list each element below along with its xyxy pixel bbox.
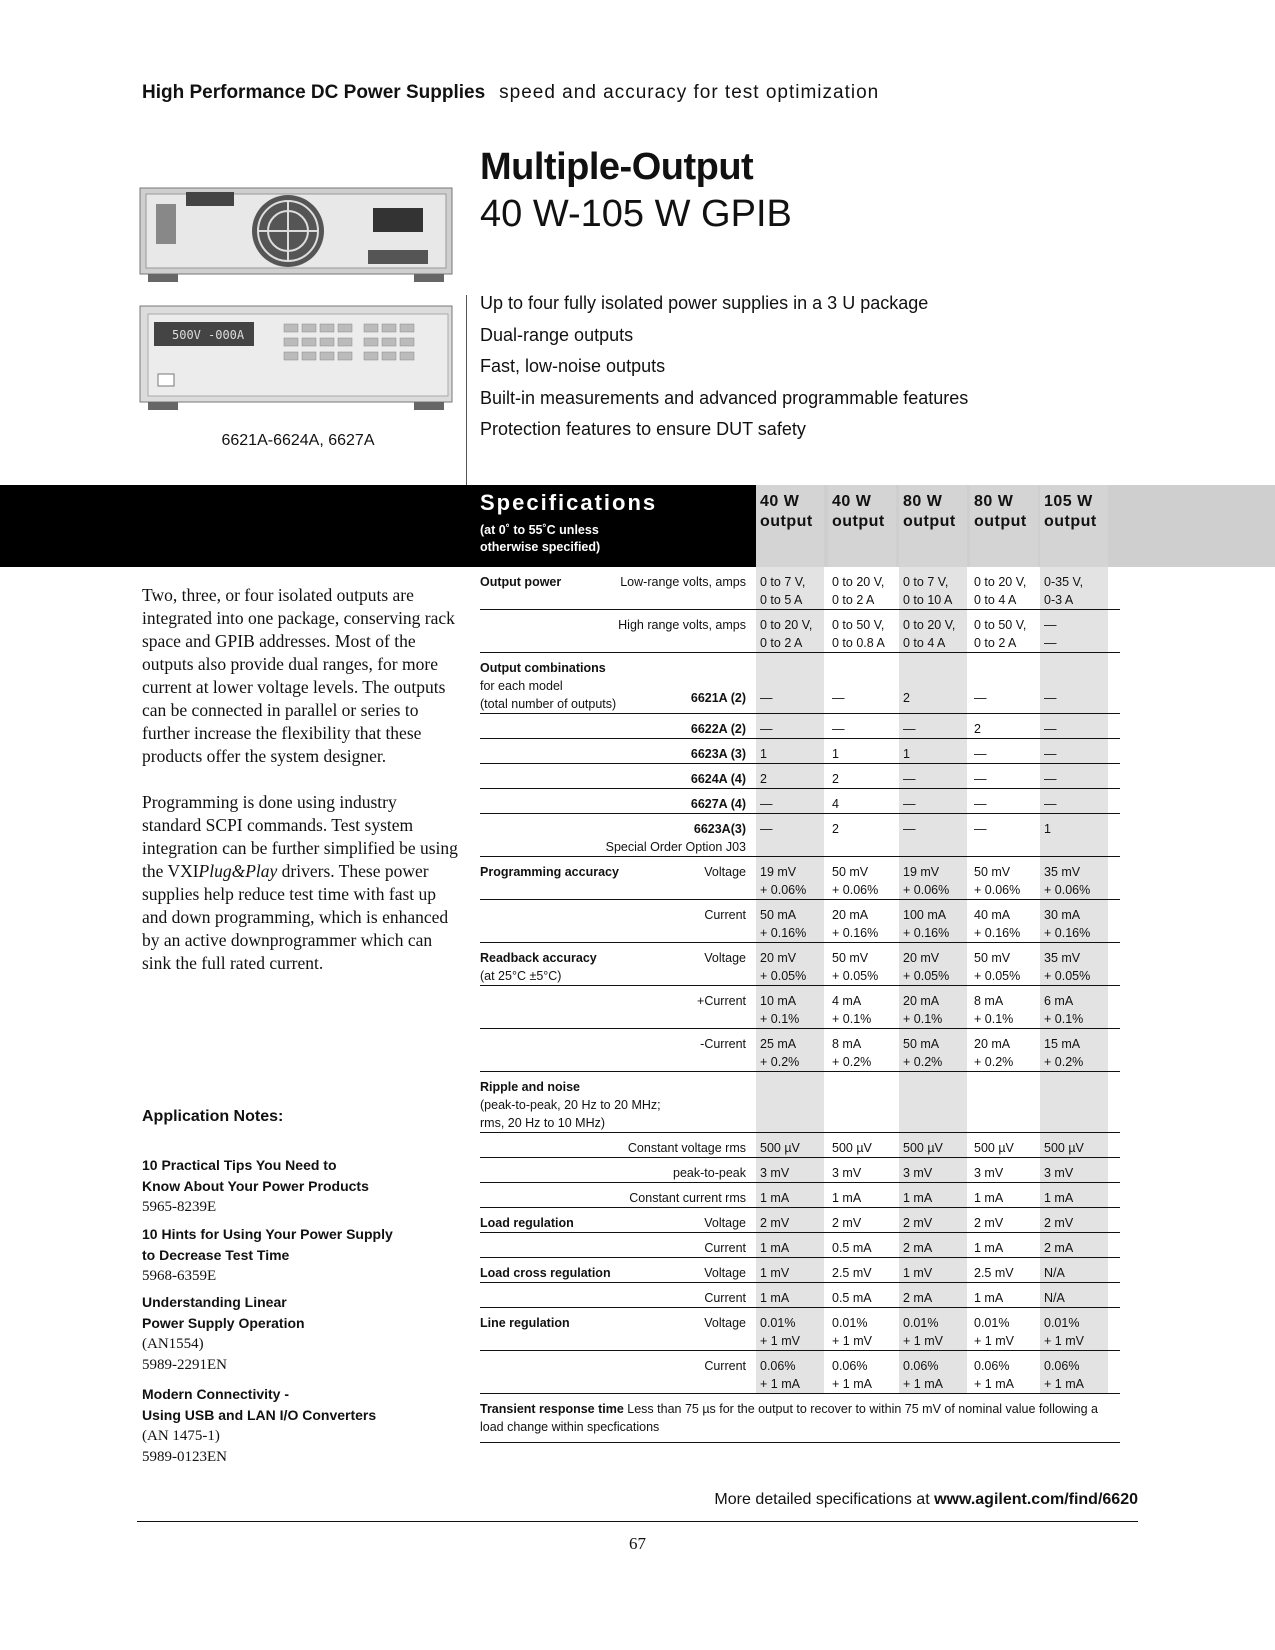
spec-value: 2 mV [832,1216,862,1230]
spec-row [480,1133,1120,1158]
spec-value: 25 mA + 0.2% [760,1037,800,1069]
spec-row-label: Load regulation [480,1216,574,1230]
spec-row [480,1283,1120,1308]
spec-parameter: Low-range volts, amps [620,575,746,589]
spec-value: 0.06% + 1 mA [1044,1359,1084,1391]
photo-caption: 6621A-6624A, 6627A [221,432,375,449]
spec-value: — [832,722,845,736]
spec-value: 1 mA [974,1191,1004,1205]
spec-value: 30 mA + 0.16% [1044,908,1091,940]
spec-value: 50 mV + 0.06% [974,865,1021,897]
spec-value: N/A [1044,1266,1065,1280]
spec-value: — [760,722,773,736]
spec-row-label: Ripple and noise [480,1080,581,1094]
spec-value: 10 mA + 0.1% [760,994,800,1026]
spec-parameter: Current [704,1359,746,1373]
spec-value: 2 mA [903,1241,933,1255]
spec-parameter: Voltage [704,1216,746,1230]
app-note-number: 5965-8239E [142,1199,217,1215]
footer-url[interactable]: www.agilent.com/find/6620 [934,1491,1138,1508]
spec-value: 8 mA + 0.1% [974,994,1014,1026]
spec-value: 1 mA [760,1291,790,1305]
spec-row-label: Output combinations [480,661,606,675]
spec-value: 2.5 mV [974,1266,1014,1280]
spec-parameter: 6623A (3) [690,747,746,761]
intro-text [142,584,460,998]
spec-value: 0.01% + 1 mV [832,1316,872,1348]
spec-row [480,610,1120,653]
feature-item: Up to four fully isolated power supplies in a 3 U package [480,293,929,313]
spec-row [480,943,1120,986]
spec-subtitle: (at 0˚ to 55˚C unless otherwise specified) [480,523,601,554]
spec-value: — [903,722,916,736]
product-title: Multiple-Output [480,146,754,188]
spec-row [480,1072,1120,1133]
spec-row [480,1208,1120,1233]
spec-parameter: Current [704,1241,746,1255]
spec-value: 1 mA [903,1191,933,1205]
spec-value: 0.06% + 1 mA [832,1359,872,1391]
spec-value: — [1044,722,1057,736]
spec-value: 0.01% + 1 mV [760,1316,800,1348]
spec-value: 4 [832,797,839,811]
transient-response: Transient response time Less than 75 µs for the output to recover to within 75 mV of nominal value following a load change within specfications [480,1394,1120,1443]
spec-row-label: Readback accuracy [480,951,597,965]
spec-value: 19 mV + 0.06% [760,865,807,897]
spec-parameter: Voltage [704,1266,746,1280]
spec-parameter: +Current [697,994,746,1008]
spec-row-sublabel: (peak-to-peak, 20 Hz to 20 MHz; rms, 20 Hz to 10 MHz) [480,1098,661,1130]
spec-value: 0 to 20 V, 0 to 4 A [903,618,956,650]
spec-value: 2 mV [974,1216,1004,1230]
spec-parameter: Voltage [704,865,746,879]
panel-display-volts: 500V [172,328,201,342]
spec-parameter: Voltage [704,951,746,965]
panel-display-amps: -000A [208,328,245,342]
spec-value: — [760,797,773,811]
spec-value: 0.01% + 1 mV [1044,1316,1084,1348]
column-header: 80 W output [974,493,1027,530]
spec-row [480,986,1120,1029]
spec-value: 20 mV + 0.05% [903,951,950,983]
spec-value: 1 mA [760,1241,790,1255]
spec-parameter: Current [704,908,746,922]
feature-item: Dual-range outputs [480,324,634,345]
spec-value: 35 mV + 0.05% [1044,951,1091,983]
spec-row [480,1183,1120,1208]
app-note [142,1292,462,1376]
app-notes-heading: Application Notes: [142,1108,284,1125]
spec-row [480,1233,1120,1258]
spec-parameter-note: Special Order Option J03 [605,840,746,854]
spec-value: 1 [832,747,839,761]
feature-list [480,288,968,446]
spec-row [480,653,1120,714]
spec-row [480,567,1120,610]
spec-row [480,900,1120,943]
product-subtitle: 40 W-105 W GPIB [480,193,792,235]
spec-row [480,1158,1120,1183]
spec-row [480,764,1120,789]
spec-value: — [974,691,987,705]
spec-parameter: peak-to-peak [673,1166,746,1180]
spec-value: 2 mA [903,1291,933,1305]
spec-value: 0 to 50 V, 0 to 2 A [974,618,1027,650]
spec-row [480,857,1120,900]
spec-value: 1 mA [1044,1191,1074,1205]
feature-item: Protection features to ensure DUT safety [480,419,806,439]
spec-value: 1 mV [760,1266,790,1280]
spec-row-label: Line regulation [480,1316,570,1330]
spec-value: — [974,797,987,811]
spec-value: 40 mA + 0.16% [974,908,1021,940]
spec-row [480,739,1120,764]
spec-value: 1 mV [903,1266,933,1280]
spec-value: 0 to 20 V, 0 to 2 A [760,618,813,650]
spec-value: 3 mV [760,1166,790,1180]
spec-value: 1 [1044,822,1051,836]
spec-parameter: 6622A (2) [690,722,746,736]
spec-parameter: 6627A (4) [690,797,746,811]
spec-value: 2 mV [1044,1216,1074,1230]
spec-value: 0.5 mA [832,1241,872,1255]
spec-value: — [760,691,773,705]
spec-value: 3 mV [974,1166,1004,1180]
spec-row [480,714,1120,739]
app-note-title: 10 Practical Tips You Need to Know About Your Power Products [142,1157,369,1194]
running-header [142,82,879,104]
spec-value: 1 mA [974,1291,1004,1305]
page-number: 67 [629,1534,646,1553]
spec-value: — [1044,797,1057,811]
app-note-number: (AN 1475-1) 5989-0123EN [142,1428,227,1465]
spec-row-sublabel: (at 25°C ±5°C) [480,969,562,983]
spec-row-sublabel: for each model (total number of outputs) [480,679,617,711]
intro-paragraph-1: Two, three, or four isolated outputs are integrated into one package, conserving rack space and GPIB addresses. Most of the outputs also provide dual ranges, for more current at lower voltage levels. The outputs can be connected in parallel or series to further increase the flexibility that these products offer the system designer. [142,585,455,766]
spec-value: 2 mV [760,1216,790,1230]
app-note [142,1155,462,1218]
spec-parameter: High range volts, amps [618,618,746,632]
spec-value: 0 to 7 V, 0 to 5 A [760,575,806,607]
spec-value: 0-35 V, 0-3 A [1044,575,1084,607]
product-photo [138,186,454,428]
spec-value: 19 mV + 0.06% [903,865,950,897]
spec-value: 2 [832,822,839,836]
spec-value: 0.5 mA [832,1291,872,1305]
spec-value: 20 mV + 0.05% [760,951,807,983]
spec-value: 2 [974,722,981,736]
spec-value: 0 to 20 V, 0 to 4 A [974,575,1027,607]
spec-row [480,1258,1120,1283]
spec-value: 1 [760,747,767,761]
spec-value: 1 [903,747,910,761]
spec-value: 100 mA + 0.16% [903,908,950,940]
spec-value: 4 mA + 0.1% [832,994,872,1026]
spec-row [480,1351,1120,1394]
spec-value: 0 to 7 V, 0 to 10 A [903,575,953,607]
column-header: 105 W output [1044,493,1097,530]
spec-value: — [1044,691,1057,705]
spec-value: 35 mV + 0.06% [1044,865,1091,897]
spec-value: — [974,822,987,836]
spec-value: — [1044,747,1057,761]
header-subtitle: speed and accuracy for test optimization [499,82,880,103]
spec-value: 0.06% + 1 mA [760,1359,800,1391]
spec-value: 2.5 mV [832,1266,872,1280]
spec-parameter: Voltage [704,1316,746,1330]
spec-value: 50 mV + 0.06% [832,865,879,897]
spec-value: — [760,822,773,836]
spec-title: Specifications [480,490,658,515]
feature-item: Built-in measurements and advanced programmable features [480,387,969,408]
spec-value: 20 mA + 0.2% [974,1037,1014,1069]
footer-rule [137,1521,1138,1522]
column-header: 80 W output [903,493,956,530]
spec-value: 0 to 50 V, 0 to 0.8 A [832,618,885,650]
spec-value: 50 mV + 0.05% [974,951,1021,983]
spec-value: 3 mV [1044,1166,1074,1180]
feature-item: Fast, low-noise outputs [480,356,666,376]
spec-value: 20 mA + 0.16% [832,908,879,940]
spec-value: 2 [903,691,910,705]
spec-parameter: 6621A (2) [690,691,746,705]
divider [466,295,467,485]
spec-table [480,567,1138,1443]
spec-parameter: 6624A (4) [690,772,746,786]
spec-value: 20 mA + 0.1% [903,994,943,1026]
spec-value: 50 mV + 0.05% [832,951,879,983]
spec-value: 500 µV [903,1141,943,1155]
intro-paragraph-2: Programming is done using industry standard SCPI commands. Test system integration can be further simplified be using the VXIPlug&Play drivers. These power supplies help reduce test time with fast up and down programming, which is enhanced by an active downprogrammer which can sink the full rated current. [142,792,458,973]
app-note-title: 10 Hints for Using Your Power Supply to Decrease Test Time [142,1226,393,1263]
spec-value: 0.06% + 1 mA [974,1359,1014,1391]
header-title: High Performance DC Power Supplies [142,82,486,103]
spec-value: — [903,797,916,811]
spec-row [480,1029,1120,1072]
spec-value: N/A [1044,1291,1065,1305]
spec-value: — [1044,772,1057,786]
spec-value: 0.01% + 1 mV [903,1316,943,1348]
spec-value: 8 mA + 0.2% [832,1037,872,1069]
spec-value: 500 µV [760,1141,800,1155]
spec-value: 15 mA + 0.2% [1044,1037,1084,1069]
spec-value: — [974,772,987,786]
spec-value: — [832,691,845,705]
spec-parameter: Constant current rms [629,1191,746,1205]
spec-value: 50 mA + 0.2% [903,1037,943,1069]
spec-value: 1 mA [760,1191,790,1205]
app-note-title: Modern Connectivity - Using USB and LAN I/O Converters [142,1386,377,1423]
spec-parameter: Constant voltage rms [627,1141,746,1155]
spec-value: 6 mA + 0.1% [1044,994,1084,1026]
spec-value: 2 mV [903,1216,933,1230]
spec-row-label: Programming accuracy [480,865,619,879]
spec-value: 500 µV [1044,1141,1084,1155]
spec-row-label: Output power [480,575,562,589]
spec-value: — [903,772,916,786]
spec-value: 500 µV [974,1141,1014,1155]
spec-value: 1 mA [974,1241,1004,1255]
app-note-title: Understanding Linear Power Supply Operation [142,1294,305,1331]
spec-value: 0.06% + 1 mA [903,1359,943,1391]
spec-value: 3 mV [832,1166,862,1180]
spec-value: 1 mA [832,1191,862,1205]
spec-row-label: Load cross regulation [480,1266,611,1280]
spec-value: 3 mV [903,1166,933,1180]
spec-value: 0.01% + 1 mV [974,1316,1014,1348]
spec-value: 50 mA + 0.16% [760,908,807,940]
spec-row [480,814,1120,857]
spec-value: 0 to 20 V, 0 to 2 A [832,575,885,607]
spec-row [480,789,1120,814]
footer-more-specs: More detailed specifications at www.agilent.com/find/6620 [714,1491,1138,1508]
spec-value: — [974,747,987,761]
spec-parameter: 6623A(3) [693,822,746,836]
app-note-number: 5968-6359E [142,1268,217,1284]
spec-value: 2 mA [1044,1241,1074,1255]
spec-value: — [903,822,916,836]
spec-parameter: -Current [700,1037,746,1051]
spec-value: 2 [832,772,839,786]
column-header: 40 W output [832,493,885,530]
spec-row [480,1308,1120,1351]
spec-value: 2 [760,772,767,786]
column-header: 40 W output [760,493,813,530]
app-note [142,1224,462,1287]
app-note-number: (AN1554) 5989-2291EN [142,1336,227,1373]
spec-value: — — [1044,618,1057,650]
app-note [142,1384,462,1468]
spec-parameter: Current [704,1291,746,1305]
spec-value: 500 µV [832,1141,872,1155]
